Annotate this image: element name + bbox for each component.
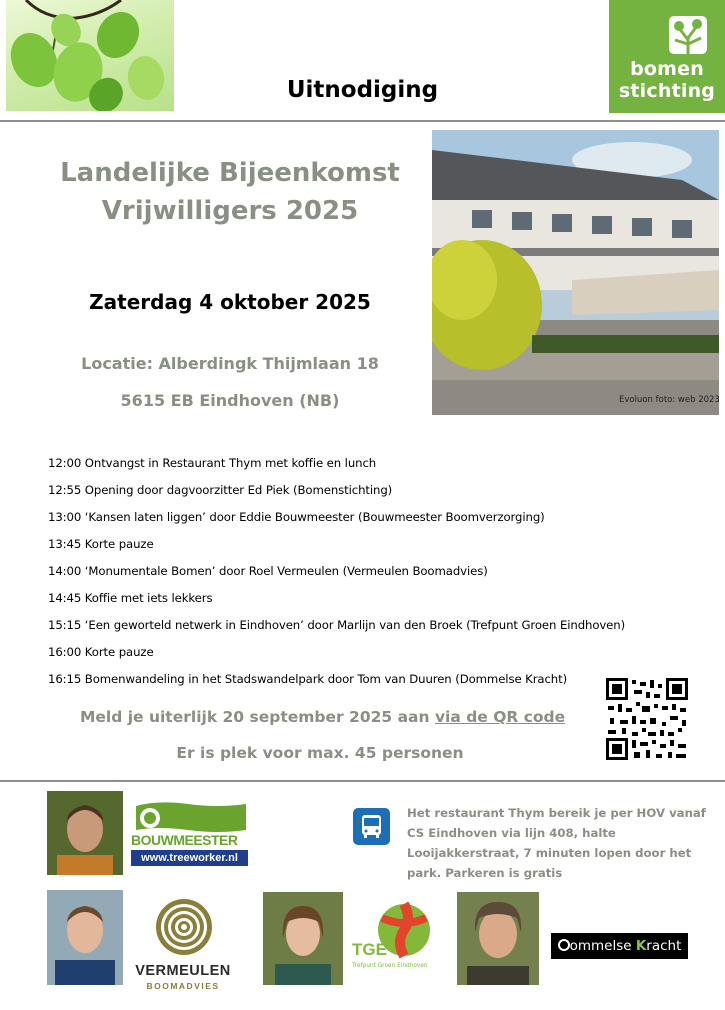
bouwmeester-url: www.treeworker.nl [131,850,248,866]
top-divider [0,120,725,122]
qr-code[interactable] [606,678,688,760]
dommelse-d-icon [558,939,570,951]
event-name-line2: Vrijwilligers 2025 [101,196,359,226]
qr-code-link[interactable]: via de QR code [434,708,566,726]
program-item: 13:00 ‘Kansen laten liggen’ door Eddie Bouwmeester (Bouwmeester Boomverzorging) [48,510,545,524]
program-item: 14:45 Koffie met iets lekkers [48,591,213,605]
location-address: Locatie: Alberdingk Thijmlaan 18 [81,354,379,373]
vermeulen-logo-icon [155,898,213,956]
tge-sub: Trefpunt Groen Eindhoven [352,963,428,969]
speaker-photo-van-duuren [457,892,539,985]
registration-lead: Meld je uiterlijk 20 september 2025 aan [80,708,435,726]
brand-line2: stichting [618,80,716,102]
event-name-line1: Landelijke Bijeenkomst [60,158,400,188]
transport-info: Het restaurant Thym bereik je per HOV vanaf CS Eindhoven via lijn 408, halte Looijakkerstraat, 7 minuten lopen door het park. Parkeren is gratis [407,806,706,880]
program-item: 14:00 ‘Monumentale Bomen’ door Roel Vermeulen (Vermeulen Boomadvies) [48,564,488,578]
photo-credit: Evoluon foto: web 2023 [619,395,720,405]
bomenstichting-logo [609,0,725,113]
dommelse-text-pre: ommelse [569,938,636,954]
bottom-divider [0,780,725,782]
speaker-photo-vermeulen [47,890,123,985]
speaker-photo-bouwmeester [47,791,123,875]
page-title: Uitnodiging [286,77,439,103]
dommelse-text-post: racht [646,938,682,954]
program-item: 16:00 Korte pauze [48,645,154,659]
dommelse-kracht-logo [551,933,688,959]
tree-logo-icon [667,14,709,56]
program-item: 13:45 Korte pauze [48,537,154,551]
location-city: 5615 EB Eindhoven (NB) [120,391,340,410]
venue-photo [432,130,719,415]
program-item: 12:55 Opening door dagvoorzitter Ed Piek (Bomenstichting) [48,483,393,497]
registration-text [80,708,566,726]
event-date: Zaterdag 4 oktober 2025 [89,290,371,314]
program-item: 15:15 ‘Een geworteld netwerk in Eindhoven’ door Marlijn van den Broek (Trefpunt Groen Eindhoven) [48,618,626,632]
program-item: 12:00 Ontvangst in Restaurant Thym met koffie en lunch [48,456,377,470]
speaker-photo-van-den-broek [263,892,343,985]
brand-line1: bomen [630,58,704,80]
leaves-photo [6,0,174,111]
bus-icon [353,808,390,845]
tge-name: TGE [352,940,387,959]
capacity-text: Er is plek voor max. 45 personen [176,744,464,762]
program-item: 16:15 Bomenwandeling in het Stadswandelpark door Tom van Duuren (Dommelse Kracht) [48,672,568,686]
dommelse-text-k: K [635,938,647,954]
vermeulen-name: VERMEULEN [135,963,231,979]
vermeulen-sub: BOOMADVIES [146,981,220,991]
bouwmeester-name: BOUWMEESTER [131,832,238,848]
